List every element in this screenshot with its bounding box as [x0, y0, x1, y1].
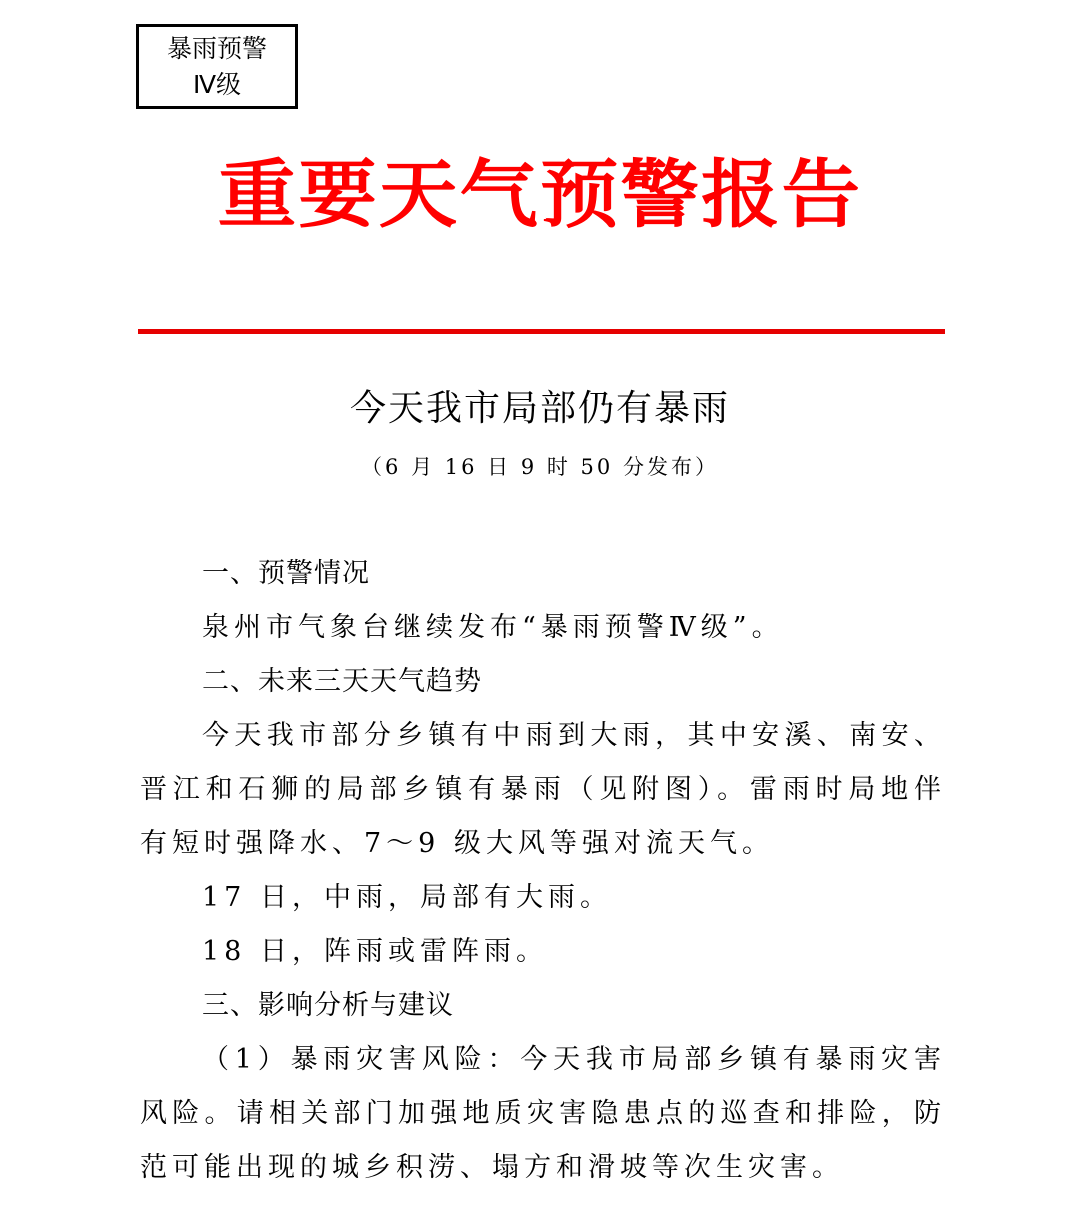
- section-heading-warning: 一、预警情况: [202, 558, 370, 589]
- paragraph-forecast-17th: 17 日，中雨，局部有大雨。: [202, 882, 612, 913]
- report-headline: 今天我市局部仍有暴雨: [349, 388, 730, 429]
- warning-level-line1: 暴雨预警: [166, 33, 267, 63]
- section-heading-forecast: 二、未来三天天气趋势: [202, 666, 482, 697]
- paragraph-forecast-18th: 18 日，阵雨或雷阵雨。: [202, 936, 548, 967]
- paragraph-forecast-today: 今天我市部分乡镇有中雨到大雨，其中安溪、南安、晋江和石狮的局部乡镇有暴雨（见附图）。雷雨时局地伴有短时强降水、7～9 级大风等强对流天气。: [140, 720, 946, 859]
- paragraph-warning-status: 泉州市气象台继续发布“暴雨预警Ⅳ级”。: [202, 612, 784, 643]
- issued-time: （6 月 16 日 9 时 50 分发布）: [361, 455, 719, 479]
- report-body: [140, 547, 946, 1195]
- warning-level-box: [136, 24, 298, 109]
- report-masthead: 重要天气预警报告: [217, 152, 863, 238]
- red-divider-rule: [138, 329, 945, 334]
- paragraph-rainstorm-risk: （1）暴雨灾害风险：今天我市局部乡镇有暴雨灾害风险。请相关部门加强地质灾害隐患点的巡查和排险，防范可能出现的城乡积涝、塌方和滑坡等次生灾害。: [140, 1044, 946, 1183]
- warning-level-line2: Ⅳ级: [192, 69, 242, 99]
- section-heading-impact: 三、影响分析与建议: [202, 990, 454, 1021]
